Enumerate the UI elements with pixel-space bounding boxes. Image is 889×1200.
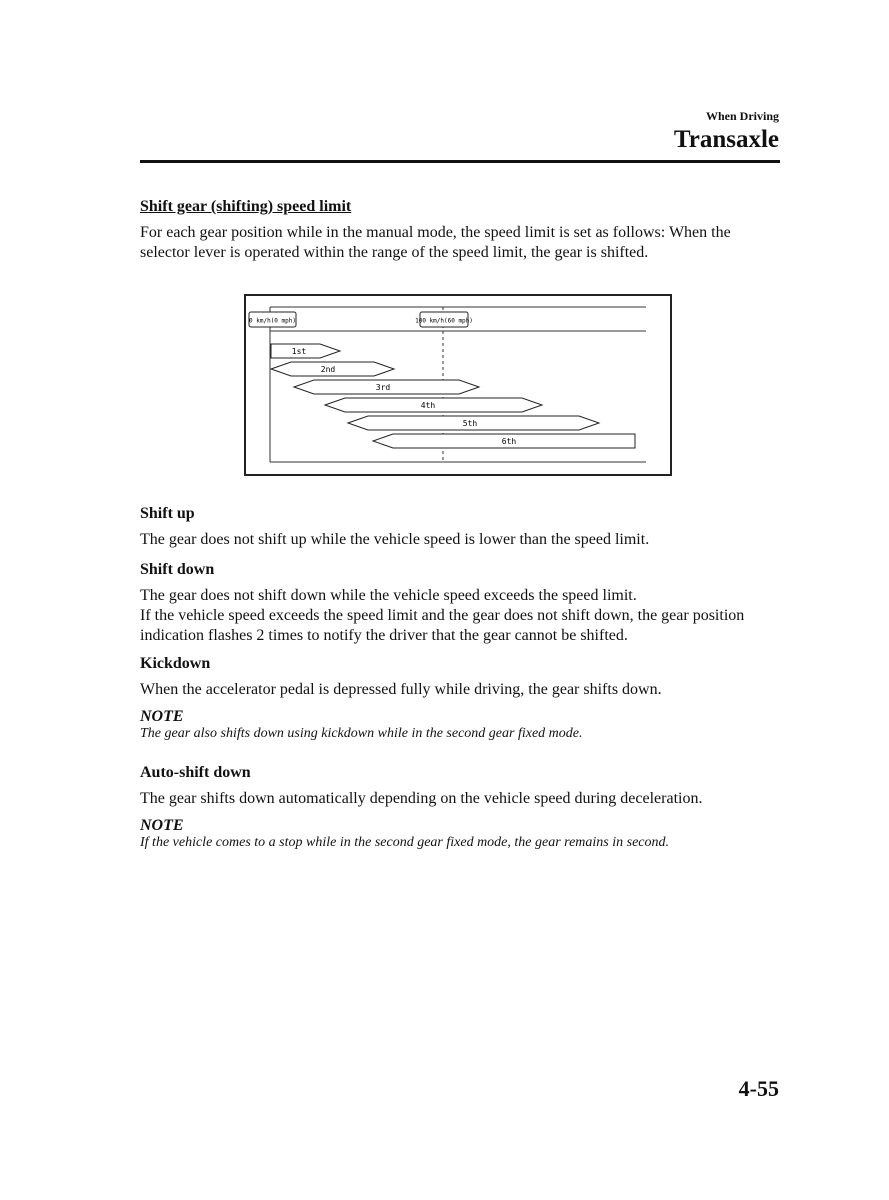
gear-6th-range xyxy=(373,434,635,448)
page-number: 4-55 xyxy=(738,1076,779,1101)
auto-shift-down-text: The gear shifts down automatically depending on the vehicle speed during deceleration. xyxy=(140,790,703,807)
shift-down-text-2: If the vehicle speed exceeds the speed limit and the gear does not shift down, the gear position indication flashes 2 times to notify the driver that the gear cannot be shifted. xyxy=(140,607,745,644)
kickdown-text: When the accelerator pedal is depressed fully while driving, the gear shifts down. xyxy=(140,681,662,698)
gear-4th-range xyxy=(325,398,542,412)
kickdown-heading: Kickdown xyxy=(140,655,211,672)
svg-text:3rd: 3rd xyxy=(375,383,391,392)
shift-up-heading: Shift up xyxy=(140,505,195,522)
shift-down-section xyxy=(140,561,780,646)
svg-text:0 km/h(0 mph): 0 km/h(0 mph) xyxy=(249,317,296,325)
auto-shift-down-heading: Auto-shift down xyxy=(140,764,251,781)
svg-text:4th: 4th xyxy=(420,401,436,410)
speed-limit-section xyxy=(140,198,780,263)
kickdown-note-text: The gear also shifts down using kickdown while in the second gear fixed mode. xyxy=(140,726,583,741)
svg-text:100 km/h(60 mph): 100 km/h(60 mph) xyxy=(415,317,473,325)
auto-shift-down-note-text: If the vehicle comes to a stop while in the second gear fixed mode, the gear remains in second. xyxy=(140,835,670,850)
svg-text:1st: 1st xyxy=(291,347,307,356)
page-header xyxy=(674,109,779,154)
gear-5th-range xyxy=(348,416,599,430)
gear-1st-range xyxy=(271,344,340,358)
kickdown-section xyxy=(140,655,780,742)
title-rule xyxy=(140,160,780,163)
gear-2nd-range xyxy=(271,362,394,376)
svg-text:5th: 5th xyxy=(462,419,478,428)
svg-text:6th: 6th xyxy=(501,437,517,446)
shift-up-section xyxy=(140,505,780,550)
shift-down-heading: Shift down xyxy=(140,561,215,578)
gear-3rd-range xyxy=(294,380,479,394)
shift-up-text: The gear does not shift up while the vehicle speed is lower than the speed limit. xyxy=(140,531,650,548)
marker-100-kmh xyxy=(415,312,473,327)
diagram-svg xyxy=(246,296,670,474)
auto-shift-down-note-title: NOTE xyxy=(140,817,184,834)
speed-limit-heading: Shift gear (shifting) speed limit xyxy=(140,198,352,215)
page-title: Transaxle xyxy=(673,126,779,153)
section-label: When Driving xyxy=(705,109,779,123)
auto-shift-down-section xyxy=(140,764,780,851)
svg-text:2nd: 2nd xyxy=(320,365,336,374)
speed-limit-text: For each gear position while in the manual mode, the speed limit is set as follows: When the selector lever is operated within the range of the speed limit, the gear is shifted. xyxy=(140,224,731,261)
kickdown-note-title: NOTE xyxy=(140,708,184,725)
shift-speed-diagram xyxy=(244,294,672,476)
marker-0-kmh xyxy=(249,312,296,327)
shift-down-text-1: The gear does not shift down while the vehicle speed exceeds the speed limit. xyxy=(140,587,637,604)
